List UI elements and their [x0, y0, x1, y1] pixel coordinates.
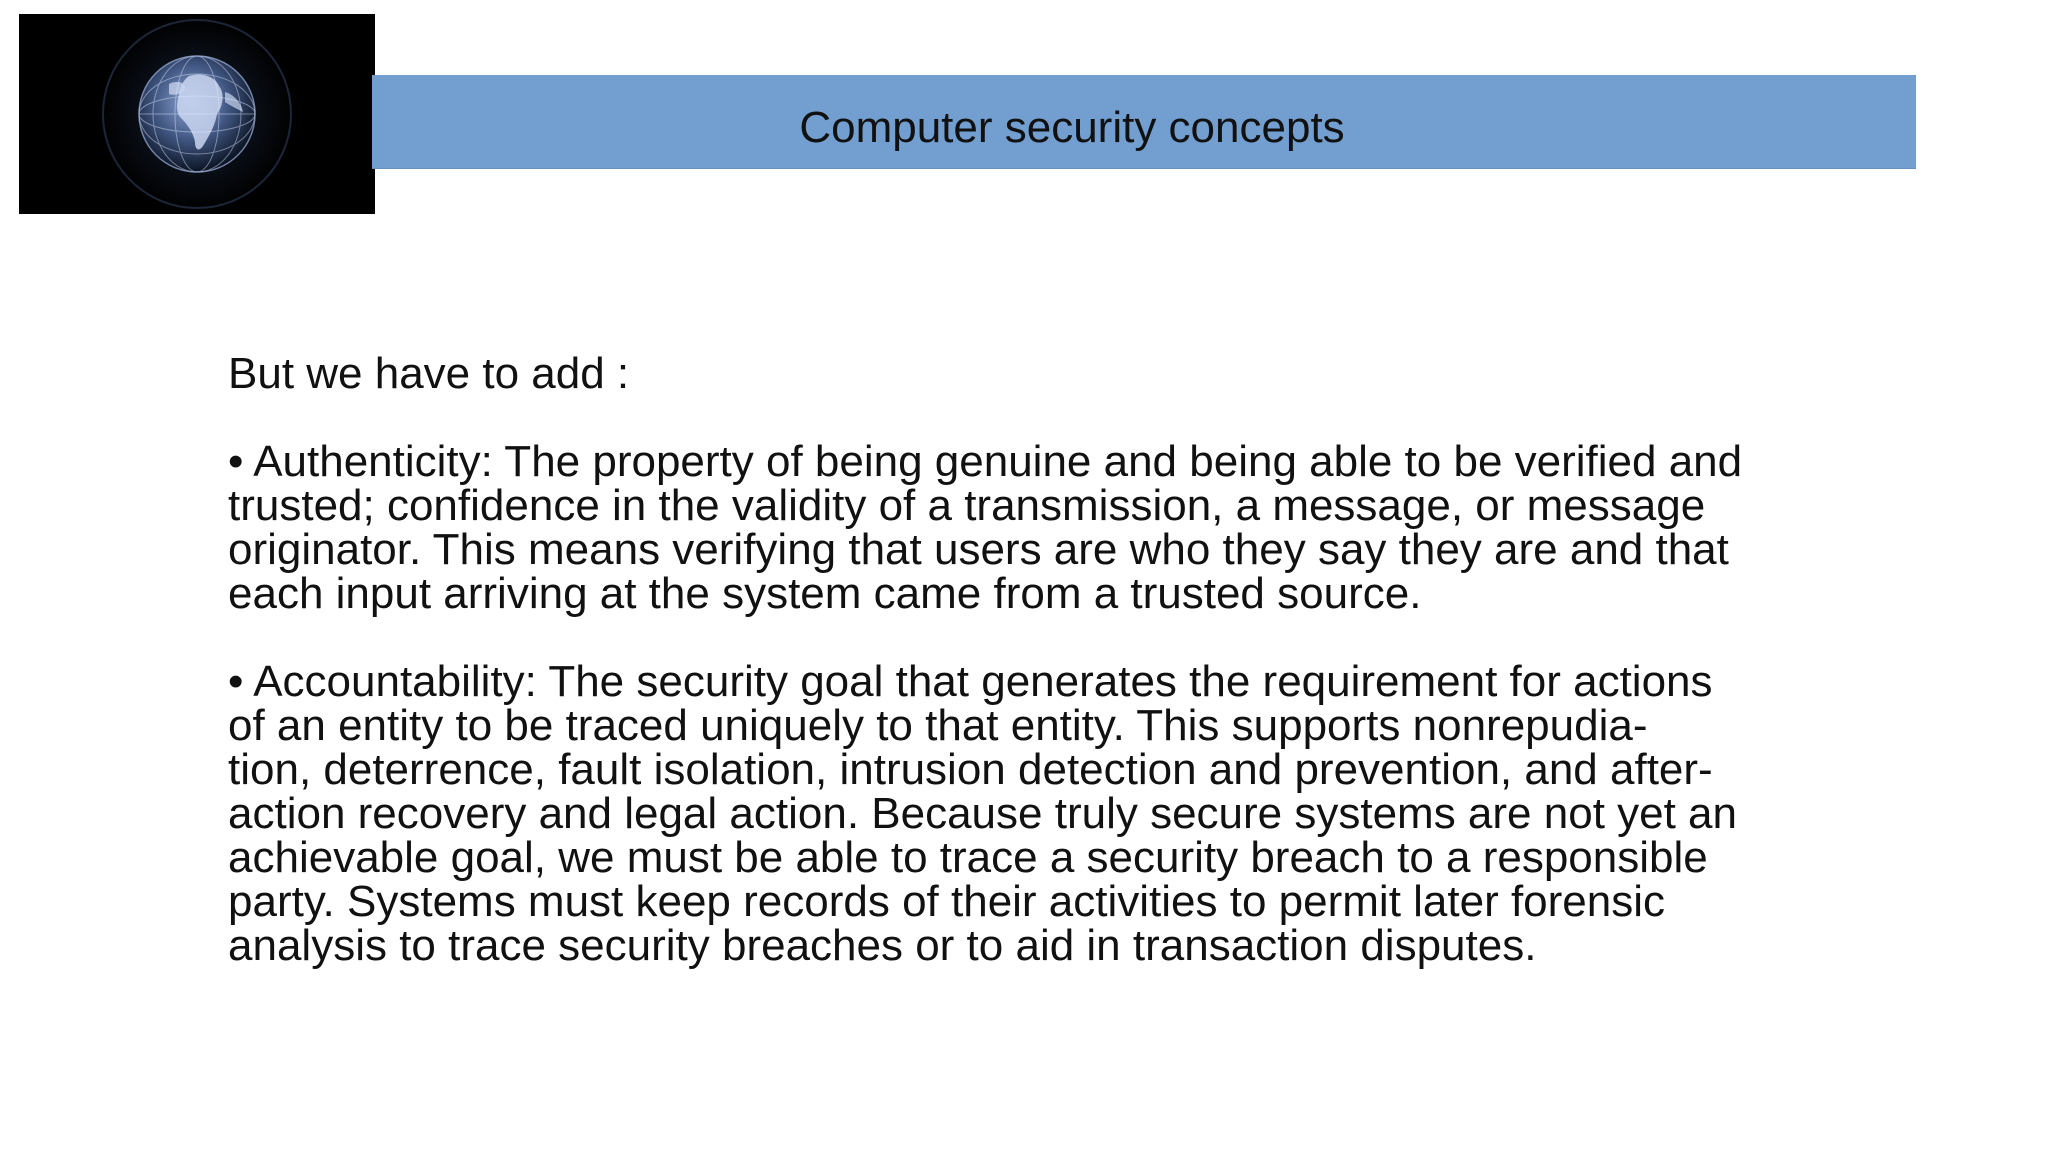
- paragraph-line: tion, deterrence, fault isolation, intrusion detection and prevention, and after-: [228, 745, 1713, 794]
- accountability-paragraph: [228, 657, 1868, 970]
- authenticity-paragraph: [228, 437, 1868, 618]
- globe-icon: [19, 14, 375, 214]
- globe-logo: [19, 14, 375, 214]
- slide-body: [228, 349, 1868, 1012]
- paragraph-line: party. Systems must keep records of their activities to permit later forensic: [228, 877, 1666, 926]
- paragraph-line: achievable goal, we must be able to trace a security breach to a responsible: [228, 833, 1708, 882]
- paragraph-line: • Authenticity: The property of being genuine and being able to be verified and: [228, 437, 1743, 486]
- paragraph-line: trusted; confidence in the validity of a transmission, a message, or message: [228, 481, 1706, 530]
- intro-text: But we have to add :: [228, 349, 630, 398]
- slide-title: Computer security concepts: [799, 103, 1345, 152]
- title-bar: [372, 75, 1916, 169]
- paragraph-line: • Accountability: The security goal that generates the requirement for actions: [228, 657, 1713, 706]
- paragraph-line: originator. This means verifying that users are who they say they are and that: [228, 525, 1729, 574]
- paragraph-line: each input arriving at the system came from a trusted source.: [228, 569, 1422, 618]
- paragraph-line: analysis to trace security breaches or to aid in transaction disputes.: [228, 921, 1537, 970]
- paragraph-line: action recovery and legal action. Because truly secure systems are not yet an: [228, 789, 1737, 838]
- paragraph-line: of an entity to be traced uniquely to that entity. This supports nonrepudia-: [228, 701, 1648, 750]
